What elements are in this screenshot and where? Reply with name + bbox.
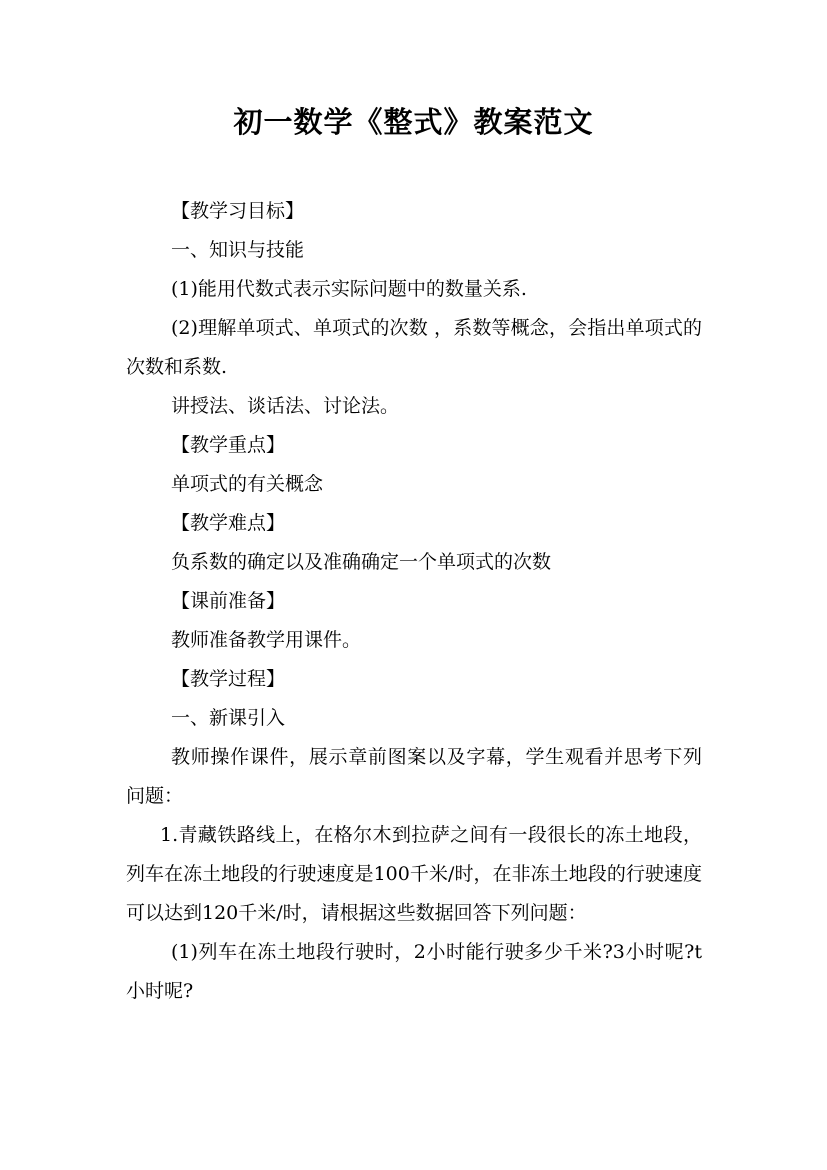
section-heading-key-points: 【教学重点】	[171, 434, 286, 456]
paragraph-objective-2: (2)理解单项式、单项式的次数 ，系数等概念，会指出单项式的次数和系数.	[126, 317, 702, 378]
paragraph-methods: 讲授法、谈话法、讨论法。	[171, 395, 400, 417]
section-heading-objectives: 【教学习目标】	[171, 200, 305, 222]
paragraph-preparation: 教师准备教学用课件。	[171, 629, 362, 651]
section-heading-preparation: 【课前准备】	[171, 590, 286, 612]
paragraph-key-points: 单项式的有关概念	[171, 473, 324, 495]
paragraph-new-lesson: 一、新课引入	[171, 707, 286, 729]
paragraph-objective-1: (1)能用代数式表示实际问题中的数量关系.	[171, 278, 527, 300]
paragraph-difficulties: 负系数的确定以及准确确定一个单项式的次数	[171, 551, 552, 573]
paragraph-question-1: 1.青藏铁路线上，在格尔木到拉萨之间有一段很长的冻土地段，列车在冻土地段的行驶速度是100千米/时，在非冻土地段的行驶速度可以达到120千米/时，请根据这些数据回答下列问题：	[126, 824, 702, 924]
paragraph-question-1-sub-1: (1)列车在冻土地段行驶时，2小时能行驶多少千米?3小时呢?t小时呢?	[126, 941, 702, 1002]
document-title: 初一数学《整式》教案范文	[233, 105, 594, 139]
paragraph-courseware: 教师操作课件，展示章前图案以及字幕，学生观看并思考下列问题：	[126, 746, 702, 807]
section-heading-difficulties: 【教学难点】	[171, 512, 286, 534]
section-heading-process: 【教学过程】	[171, 668, 286, 690]
paragraph-knowledge-skills: 一、知识与技能	[171, 239, 305, 261]
document-body	[126, 192, 702, 1011]
